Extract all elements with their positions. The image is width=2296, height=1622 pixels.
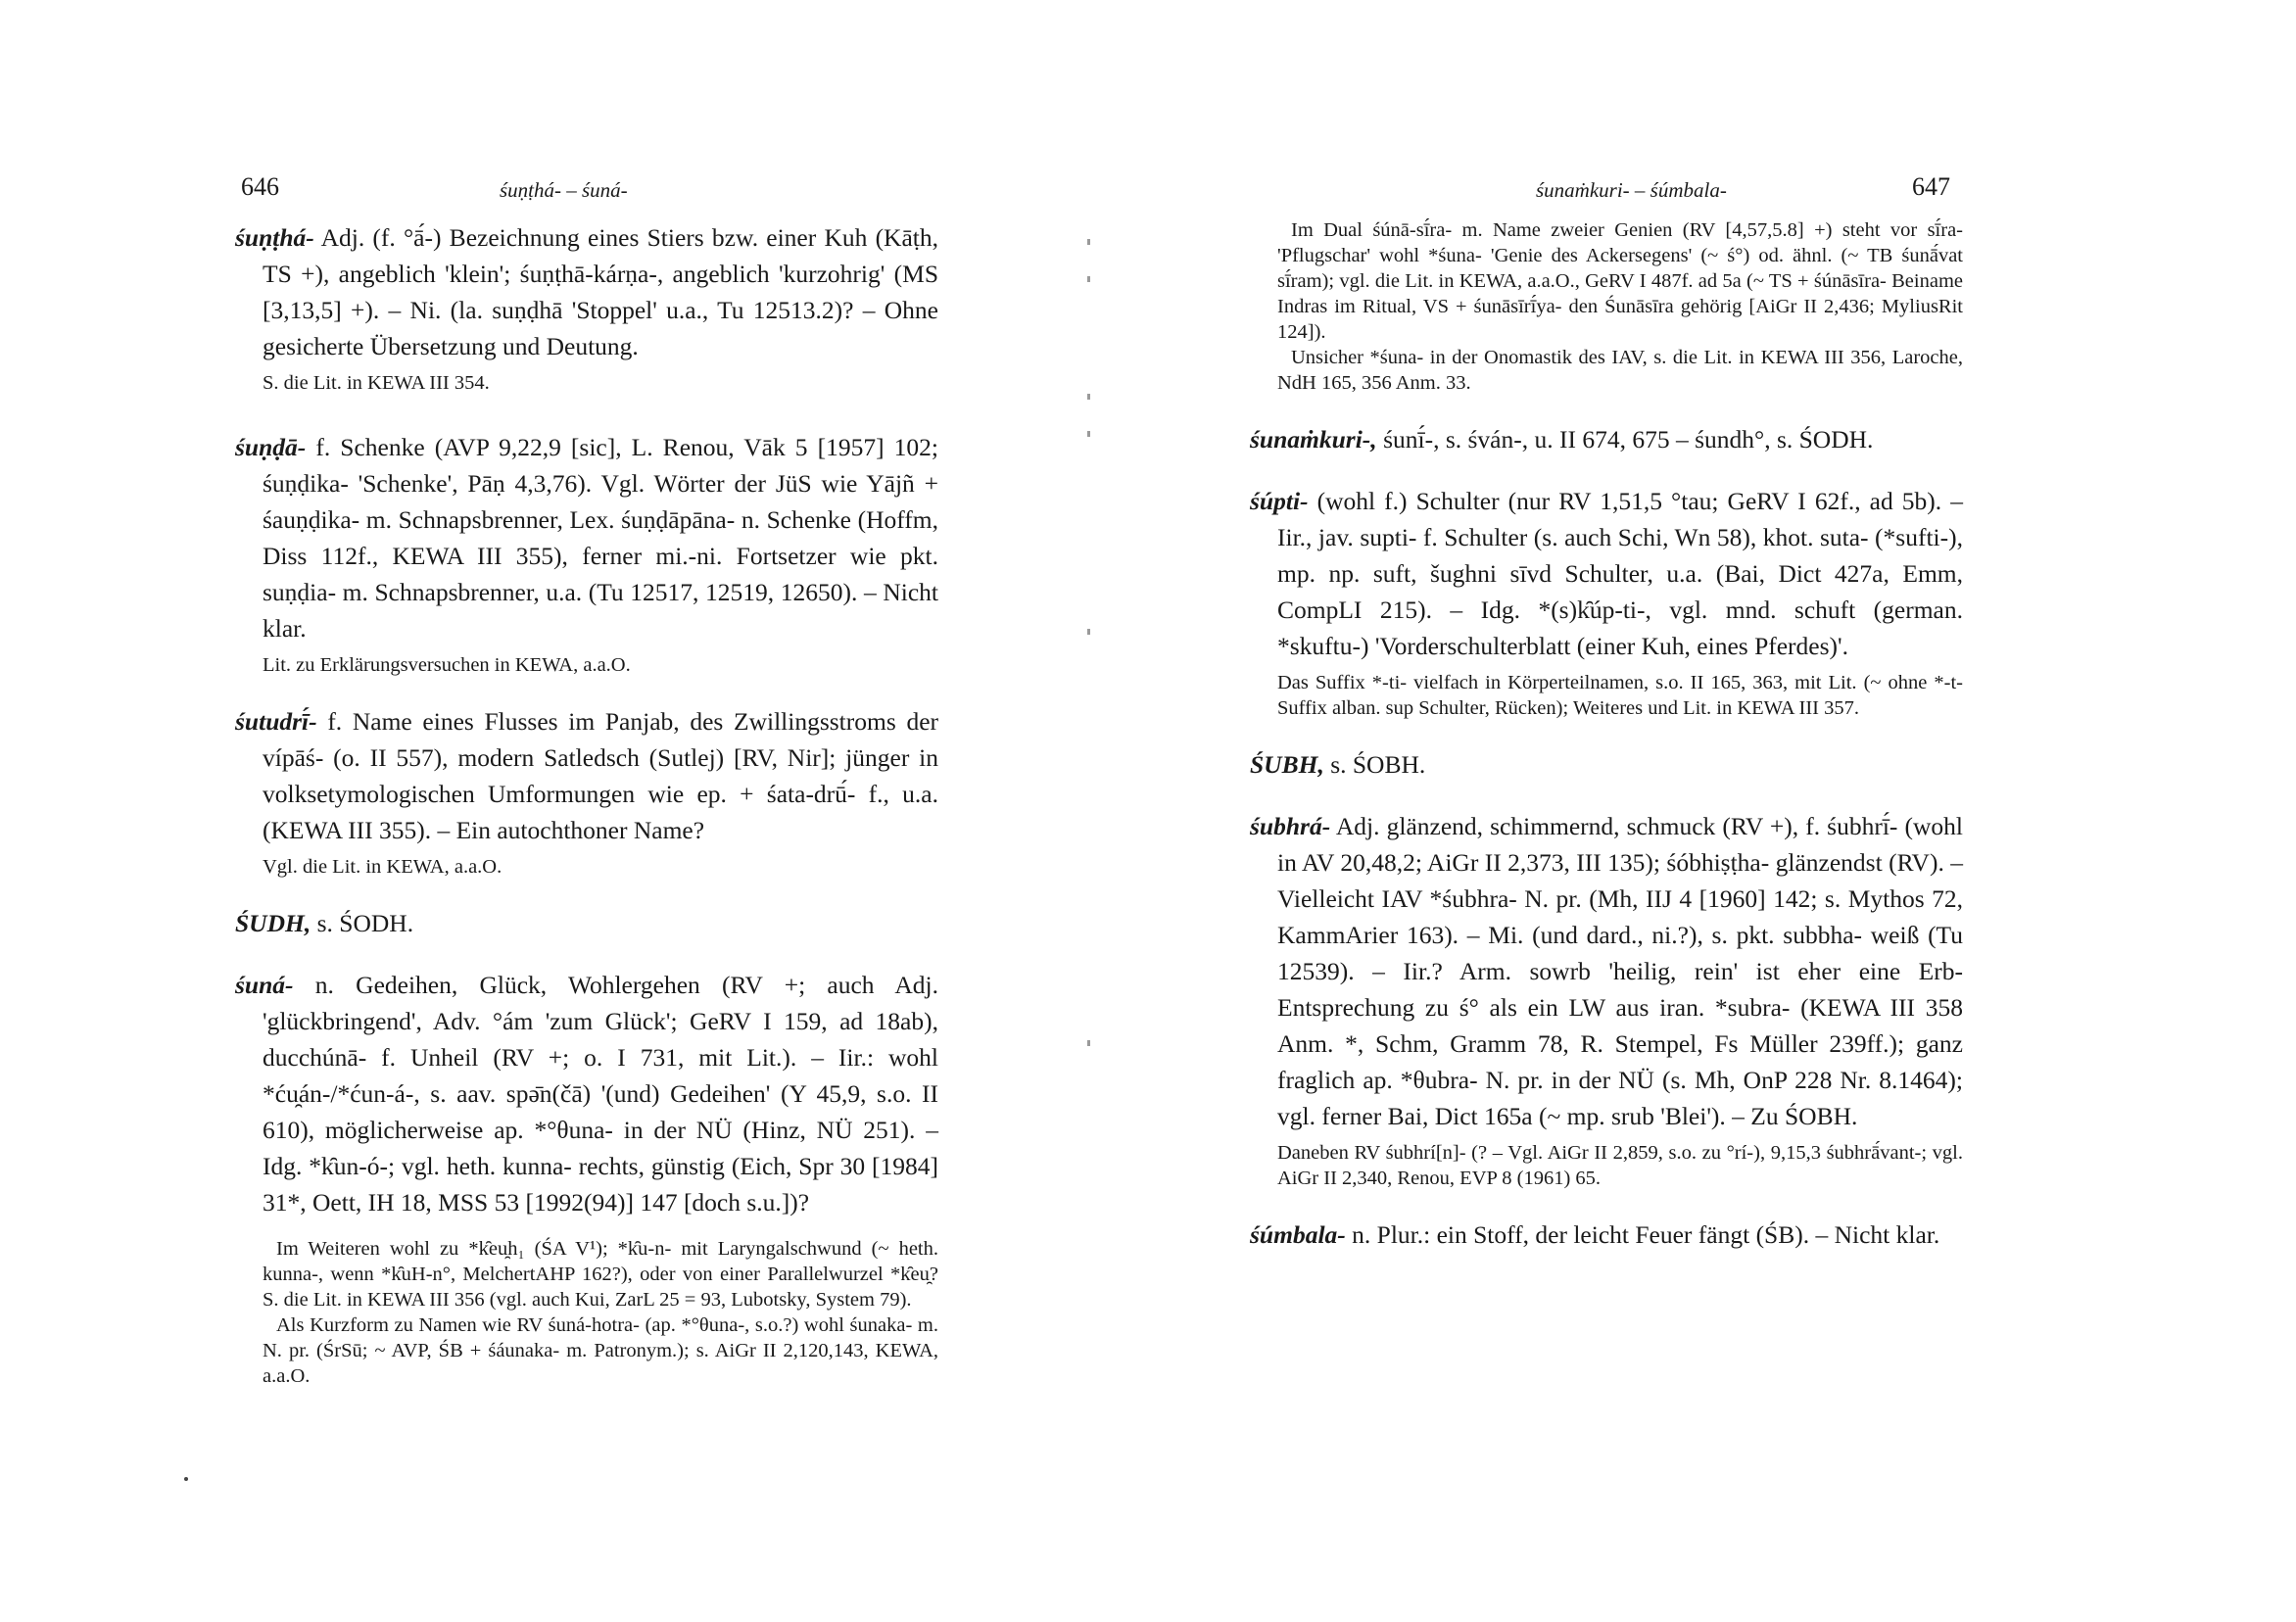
- entry-body: (wohl f.) Schulter (nur RV 1,51,5 °tau; GeRV I 62f., ad 5b). – Iir., jav. supti- f. Schulter (s. auch Schi, Wn 58), khot. suta- (*sufti-), mp. np. suft, šughni sīvd Schulter, u.a. (Bai, Dict 427a, Emm, CompLI 215). – Idg. *(s)k̑úp-ti-, vgl. mnd. schuft (german. *skuftu-) 'Vorderschulterblatt (einer Kuh, eines Pferdes)'.: [1277, 487, 1963, 660]
- xref-root: ŚUBH,: [1250, 750, 1324, 779]
- entry-body: n. Plur.: ein Stoff, der leicht Feuer fängt (ŚB). – Nicht klar.: [1352, 1220, 1940, 1249]
- stray-dot: [184, 1477, 188, 1481]
- gutter-mark: [1087, 276, 1090, 282]
- entry-lemma: śuṇḍā-: [235, 433, 307, 461]
- dictionary-entry: [235, 703, 938, 848]
- dictionary-entry: [235, 219, 938, 364]
- entry-body: f. Schenke (AVP 9,22,9 [sic], L. Renou, Vāk 5 [1957] 102; śuṇḍika- 'Schenke', Pāṇ 4,3,76). Vgl. Wörter der JüS wie Yājñ + śauṇḍika- m. Schnapsbrenner, Lex. śuṇḍāpāna- n. Schenke (Hoffm, Diss 112f., KEWA III 355), ferner mi.-ni. Fortsetzer wie pkt. suṇḍia- m. Schnapsbrenner, u.a. (Tu 12517, 12519, 12650). – Nicht klar.: [263, 433, 939, 643]
- entry-lemma: śuṇṭhá-: [235, 223, 314, 252]
- gutter-mark: [1087, 1040, 1090, 1046]
- right-column: [1250, 217, 1963, 1253]
- cross-reference: [235, 905, 938, 941]
- page-number: 646: [241, 172, 279, 201]
- dictionary-entry: [1250, 808, 1963, 1134]
- intro-notes: [1250, 217, 1963, 396]
- right-page: [1148, 0, 2296, 1622]
- dictionary-entry: [1250, 483, 1963, 664]
- entry-body: Adj. glänzend, schimmernd, schmuck (RV +), f. śubhrī́- (wohl in AV 20,48,2; AiGr II 2,373, III 135); śóbhiṣṭha- glänzendst (RV). – Vielleicht IAV *śubhra- N. pr. (Mh, IIJ 4 [1960] 142; s. Mythos 72, KammArier 163). – Mi. (und dard., ni.?), s. pkt. subbha- weiß (Tu 12539). – Iir.? Arm. sowrb 'heilig, rein' ist eher eine Erb-Entsprechung zu ś° als ein LW aus iran. *subra- (KEWA III 358 Anm. *, Schm, Gramm 78, R. Stempel, Fs Müller 239ff.); ganz fraglich ap. *θubra- N. pr. in der NÜ (s. Mh, OnP 228 Nr. 8.1464); vgl. ferner Bai, Dict 165a (~ mp. srub 'Blei'). – Zu ŚOBH.: [1277, 812, 1964, 1130]
- entry-note: Lit. zu Erklärungsversuchen in KEWA, a.a.O.: [263, 654, 631, 676]
- entry-note: Im Dual śúnā-sī́ra- m. Name zweier Genien (RV [4,57,5.8] +) steht vor sī́ra- 'Pflugschar' wohl *śuna- 'Genie des Ackersegens' (~ ś°) od. ähnl. (~ TB śunā́vat sī́ram); vgl. die Lit. in KEWA, a.a.O., GeRV I 487f. ad 5a (~ TS + śúnāsīra- Beiname Indras im Ritual, VS + śunāsīrī́ya- den Śunāsīra gehörig [AiGr II 2,436; MyliusRit 124]).: [1277, 219, 1963, 343]
- running-head: śunaṁkuri- – śúmbala-: [1536, 178, 1727, 202]
- entry-lemma: śúmbala-: [1250, 1220, 1346, 1249]
- xref-text: s. ŚODH.: [316, 909, 414, 937]
- xref-text: śunī́-, s. śván-, u. II 674, 675 – śundh°, s. ŚODH.: [1383, 425, 1874, 453]
- entry-lemma: śubhrá-: [1250, 812, 1331, 840]
- entry-lemma: śutudrī́-: [235, 707, 317, 736]
- entry-note: Daneben RV śubhrí[n]- (? – Vgl. AiGr II 2,859, s.o. zu °rí-), 9,15,3 śubhrā́vant-; vgl. AiGr II 2,340, Renou, EVP 8 (1961) 65.: [1277, 1142, 1963, 1189]
- page-number: 647: [1912, 172, 1950, 201]
- gutter-mark: [1087, 394, 1090, 400]
- entry-body: f. Name eines Flusses im Panjab, des Zwillingsstroms der vípāś- (o. II 557), modern Satledsch (Sutlej) [RV, Nir]; jünger in volksetymologischen Umformungen wie ep. + śata-drū́- f., u.a. (KEWA III 355). – Ein autochthoner Name?: [263, 707, 939, 844]
- cross-reference: [1250, 421, 1963, 457]
- xref-text: s. ŚOBH.: [1330, 750, 1426, 779]
- dictionary-entry: [1250, 1216, 1963, 1253]
- entry-note: Unsicher *śuna- in der Onomastik des IAV, s. die Lit. in KEWA III 356, Laroche, NdH 165, 356 Anm. 33.: [1277, 347, 1963, 394]
- xref-root: ŚUDH,: [235, 909, 311, 937]
- running-head: śuṇṭhá- – śuná-: [500, 178, 628, 202]
- entry-note: Das Suffix *-ti- vielfach in Körperteilnamen, s.o. II 165, 363, mit Lit. (~ ohne *-t-Suffix alban. sup Schulter, Rücken); Weiteres und Lit. in KEWA III 357.: [1277, 672, 1963, 719]
- entry-note: S. die Lit. in KEWA III 354.: [263, 372, 490, 394]
- entry-lemma: śuná-: [235, 971, 294, 999]
- left-column: [235, 219, 938, 1389]
- entry-body: Adj. (f. °ā́-) Bezeichnung eines Stiers bzw. einer Kuh (Kāṭh, TS +), angeblich 'klein'; śuṇṭhā-kárṇa-, angeblich 'kurzohrig' (MS [3,13,5] +). – Ni. (la. suṇḍhā 'Stoppel' u.a., Tu 12513.2)? – Ohne gesicherte Übersetzung und Deutung.: [263, 223, 939, 360]
- dictionary-entry: [235, 967, 938, 1220]
- entry-note: Als Kurzform zu Namen wie RV śuná-hotra- (ap. *°θuna-, s.o.?) wohl śunaka- m. N. pr. (ŚrSū; ~ AVP, ŚB + śáunaka- m. Patronym.); s. AiGr II 2,120,143, KEWA, a.a.O.: [263, 1314, 938, 1387]
- gutter-mark: [1087, 629, 1090, 635]
- cross-reference: [1250, 746, 1963, 783]
- xref-root: śunaṁkuri-,: [1250, 425, 1377, 453]
- entry-body: n. Gedeihen, Glück, Wohlergehen (RV +; auch Adj. 'glückbringend', Adv. °ám 'zum Glück'; GeRV I 159, ad 18ab), ducchúnā- f. Unheil (RV +; o. I 731, mit Lit.). – Iir.: wohl *ću̯án-/*ćun-á-, s. aav. spə̄n(čā) '(und) Gedeihen' (Y 45,9, s.o. II 610), möglicherweise ap. *°θuna- in der NÜ (Hinz, NÜ 251). – Idg. *k̑un-ó-; vgl. heth. kunna- rechts, günstig (Eich, Spr 30 [1984] 31*, Oett, IH 18, MSS 53 [1992(94)] 147 [doch s.u.])?: [263, 971, 939, 1216]
- entry-notes: [235, 1236, 938, 1389]
- entry-note: Vgl. die Lit. in KEWA, a.a.O.: [263, 856, 502, 878]
- dictionary-entry: [235, 429, 938, 646]
- gutter-mark: [1087, 239, 1090, 245]
- entry-note: Im Weiteren wohl zu *k̑eu̯h₁ (ŚA V¹); *k̑u-n- mit Laryngalschwund (~ heth. kunna-, wenn *k̑uH-n°, MelchertAHP 162?), oder von einer Parallelwurzel *k̑eu̯? S. die Lit. in KEWA III 356 (vgl. auch Kui, ZarL 25 = 93, Lubotsky, System 79).: [263, 1238, 938, 1311]
- gutter-mark: [1087, 431, 1090, 437]
- entry-lemma: śúpti-: [1250, 487, 1309, 515]
